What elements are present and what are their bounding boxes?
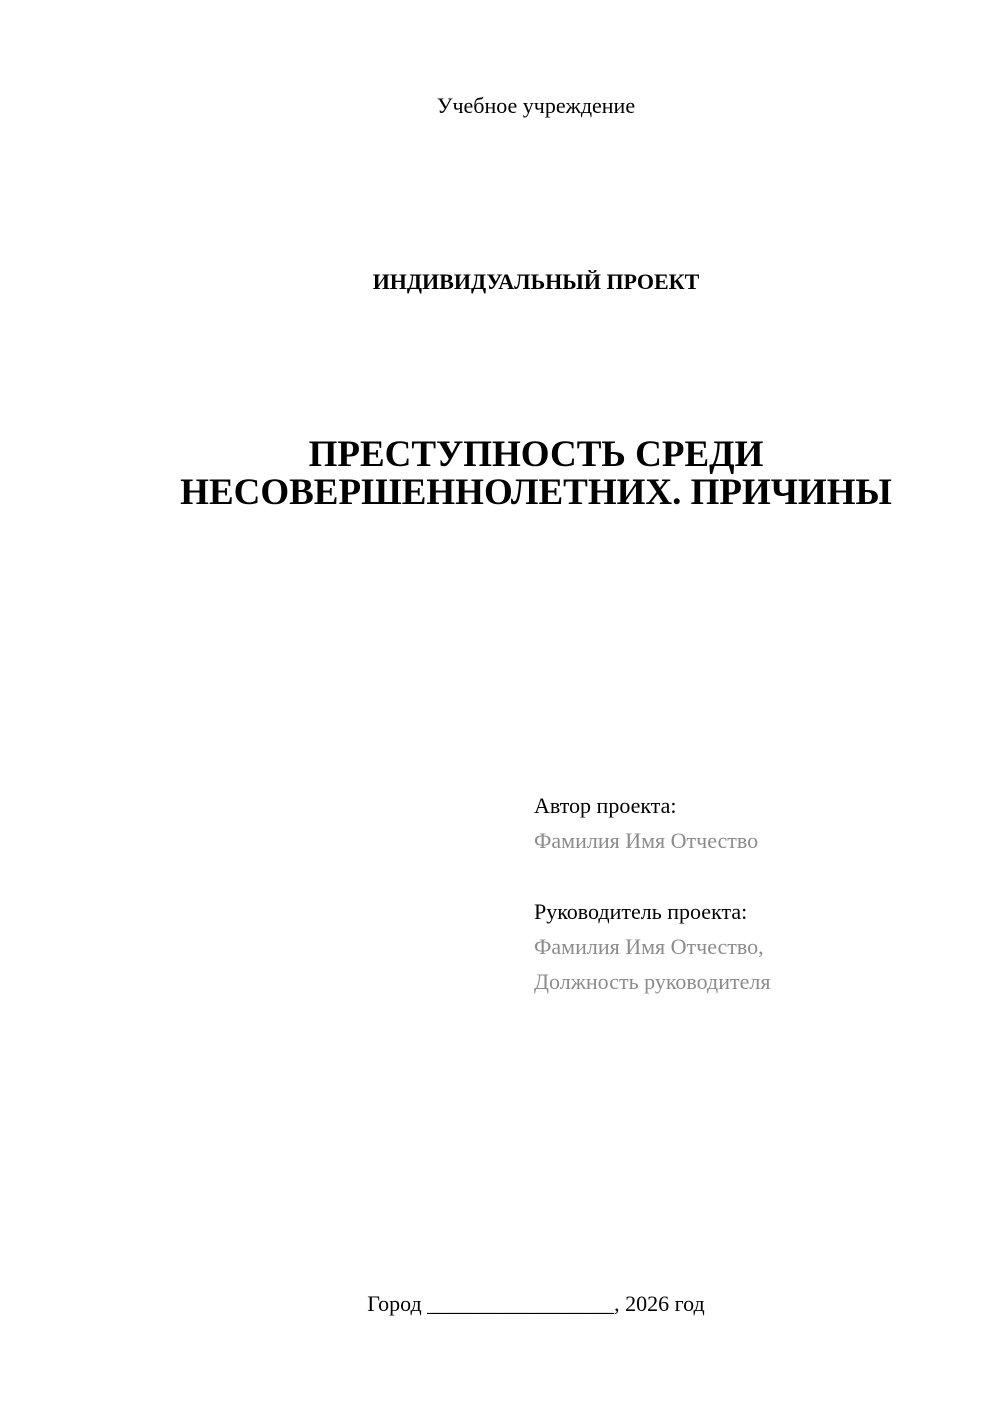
institution-name: Учебное учреждение bbox=[436, 93, 636, 118]
project-title-line-1: ПРЕСТУПНОСТЬ СРЕДИ bbox=[308, 434, 764, 475]
author-label: Автор проекта: bbox=[534, 793, 677, 818]
document-type: ИНДИВИДУАЛЬНЫЙ ПРОЕКТ bbox=[372, 269, 700, 294]
supervisor-name-placeholder: Фамилия Имя Отчество, bbox=[534, 934, 764, 959]
meta-spacer bbox=[534, 858, 964, 894]
supervisor-label: Руководитель проекта: bbox=[534, 899, 748, 924]
supervisor-position-placeholder: Должность руководителя bbox=[534, 969, 771, 994]
project-meta-block bbox=[534, 788, 964, 999]
project-title-line-2: НЕСОВЕРШЕННОЛЕТНИХ. ПРИЧИНЫ bbox=[180, 472, 892, 513]
city-year-footer: Город _________________, 2026 год bbox=[367, 1291, 705, 1316]
project-title bbox=[0, 436, 1000, 512]
author-name-placeholder: Фамилия Имя Отчество bbox=[534, 828, 759, 853]
